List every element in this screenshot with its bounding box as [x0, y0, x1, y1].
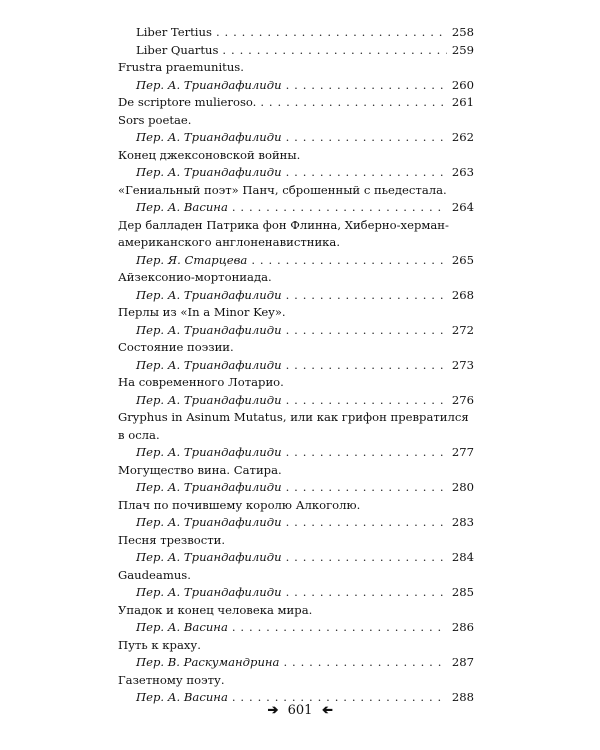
toc-entry-title: Liber Quartus [136, 42, 219, 57]
toc-page-number: 264 [451, 200, 474, 214]
toc-entry-translator [118, 584, 474, 602]
toc-entry-translator [118, 287, 474, 305]
translator-name: Пер. А. Триандафилиди [136, 585, 282, 599]
dot-leader [283, 654, 447, 672]
toc-page-number: 286 [451, 620, 474, 634]
toc-entry-title: Песня трезвости. [118, 532, 226, 547]
toc-entry-translator [118, 654, 474, 672]
toc-entry [118, 217, 474, 235]
toc-page-number: 287 [451, 655, 474, 669]
translator-name: Пер. А. Васина [136, 620, 228, 634]
translator-name: Пер. А. Триандафилиди [136, 550, 282, 564]
dot-leader [286, 357, 447, 375]
dot-leader [260, 94, 447, 112]
toc-entry [118, 147, 474, 165]
toc-entry-translator [118, 129, 474, 147]
toc-entry [118, 339, 474, 357]
toc-entry [118, 497, 474, 515]
toc-entry-title: Конец джексоновской войны. [118, 147, 301, 162]
toc-entry [118, 532, 474, 550]
dot-leader [286, 444, 447, 462]
toc-page-number: 263 [451, 165, 474, 179]
dot-leader [286, 129, 447, 147]
dot-leader [222, 42, 447, 60]
dot-leader [286, 549, 447, 567]
toc-entry [118, 637, 474, 655]
toc-entry-title: Gaudeamus. [118, 567, 191, 582]
toc-entry-translator [118, 77, 474, 95]
toc-entry-title: Путь к краху. [118, 637, 201, 652]
toc-entry-title: американского англоненавистника. [118, 235, 341, 249]
toc-page-number: 280 [451, 480, 474, 494]
toc-entry-title: Газетному поэту. [118, 672, 225, 687]
toc-entry-title: Состояние поэзии. [118, 340, 234, 354]
toc-entry-title: Frustra praemunitus. [118, 60, 244, 74]
toc-page-number: 276 [451, 392, 474, 407]
toc-entry [118, 304, 474, 322]
toc-entry-continuation [118, 234, 474, 252]
toc-entry [118, 672, 474, 690]
toc-entry-translator [118, 357, 474, 375]
toc-page-number: 261 [451, 95, 474, 109]
toc-entry [118, 94, 474, 112]
dot-leader [251, 252, 447, 270]
toc-entry [118, 24, 474, 42]
toc-entry [118, 269, 474, 287]
toc-entry [118, 182, 474, 200]
translator-name: Пер. А. Триандафилиди [136, 322, 282, 337]
toc-page-number: 273 [451, 357, 474, 372]
translator-name: Пер. А. Васина [136, 200, 228, 214]
translator-name: Пер. А. Триандафилиди [136, 130, 282, 144]
toc-entry-translator [118, 619, 474, 637]
toc-entry-title: Айзексонио-мортониада. [118, 270, 272, 284]
toc-entry-title: De scriptore mulieroso. [118, 95, 257, 109]
toc-entry [118, 42, 474, 60]
arrow-right-ornament-icon: ➔ [267, 703, 279, 718]
toc-page-number: 260 [451, 77, 474, 92]
dot-leader [286, 322, 447, 340]
toc-entry [118, 59, 474, 77]
toc-entry-title: в осла. [118, 427, 160, 442]
toc-entry-title: Liber Tertius [136, 25, 212, 39]
translator-name: Пер. В. Раскумандрина [136, 655, 280, 669]
toc-entry-continuation [118, 427, 474, 445]
toc-entry-title: Могущество вина. Сатира. [118, 462, 282, 477]
toc-entry [118, 567, 474, 585]
arrow-left-ornament-icon: ➔ [321, 703, 333, 718]
translator-name: Пер. А. Васина [136, 690, 228, 704]
translator-name: Пер. А. Триандафилиди [136, 287, 282, 302]
dot-leader [286, 584, 447, 602]
translator-name: Пер. А. Триандафилиди [136, 77, 282, 92]
toc-page-number: 285 [451, 585, 474, 599]
toc-entry-title: Упадок и конец человека мира. [118, 602, 313, 617]
toc-page-number: 272 [451, 322, 474, 337]
toc-entry-translator [118, 164, 474, 182]
dot-leader [286, 392, 447, 410]
translator-name: Пер. А. Триандафилиди [136, 480, 282, 494]
toc-page-number: 277 [451, 445, 474, 459]
toc-page-number: 284 [451, 550, 474, 564]
toc-page-number: 288 [451, 690, 474, 704]
toc-entry [118, 112, 474, 130]
toc-entry-translator [118, 252, 474, 270]
toc-entry-title: На современного Лотарио. [118, 375, 284, 389]
toc-page-number: 259 [451, 42, 474, 57]
toc-entry-title: Gryphus in Asinum Mutatus, или как грифон превратился [118, 410, 469, 424]
dot-leader [286, 164, 447, 182]
toc-entry [118, 374, 474, 392]
translator-name: Пер. А. Триандафилиди [136, 515, 282, 529]
toc-page-number: 262 [451, 130, 474, 144]
toc-page-number: 265 [451, 252, 474, 267]
dot-leader [286, 77, 447, 95]
page-footer [0, 703, 600, 718]
toc-entry-translator [118, 322, 474, 340]
toc-entry-title: Плач по почившему королю Алкоголю. [118, 497, 361, 512]
toc-page-number: 258 [451, 25, 474, 39]
dot-leader [286, 514, 447, 532]
toc-entry-translator [118, 444, 474, 462]
toc-entry [118, 462, 474, 480]
toc-page-number: 268 [451, 287, 474, 302]
toc-entry-translator [118, 199, 474, 217]
toc-entry-translator [118, 514, 474, 532]
toc-entry-title: Перлы из «In a Minor Key». [118, 305, 286, 319]
table-of-contents [118, 24, 474, 707]
translator-name: Пер. А. Триандафилиди [136, 392, 282, 407]
toc-entry-translator [118, 392, 474, 410]
page-number: 601 [287, 703, 313, 718]
dot-leader [286, 287, 447, 305]
toc-page-number: 283 [451, 515, 474, 529]
translator-name: Пер. Я. Старцева [136, 252, 248, 267]
dot-leader [232, 199, 447, 217]
toc-entry-title: «Гениальный поэт» Панч, сброшенный с пьедестала. [118, 182, 447, 197]
toc-entry-translator [118, 549, 474, 567]
toc-entry-title: Sors poetae. [118, 112, 192, 127]
toc-entry [118, 409, 474, 427]
toc-entry-title: Дер балладен Патрика фон Флинна, Хиберно-херман- [118, 217, 449, 232]
dot-leader [286, 479, 447, 497]
dot-leader [232, 619, 447, 637]
toc-entry [118, 602, 474, 620]
toc-entry-translator [118, 479, 474, 497]
translator-name: Пер. А. Триандафилиди [136, 165, 282, 179]
dot-leader [216, 24, 447, 42]
translator-name: Пер. А. Триандафилиди [136, 357, 282, 372]
translator-name: Пер. А. Триандафилиди [136, 445, 282, 459]
